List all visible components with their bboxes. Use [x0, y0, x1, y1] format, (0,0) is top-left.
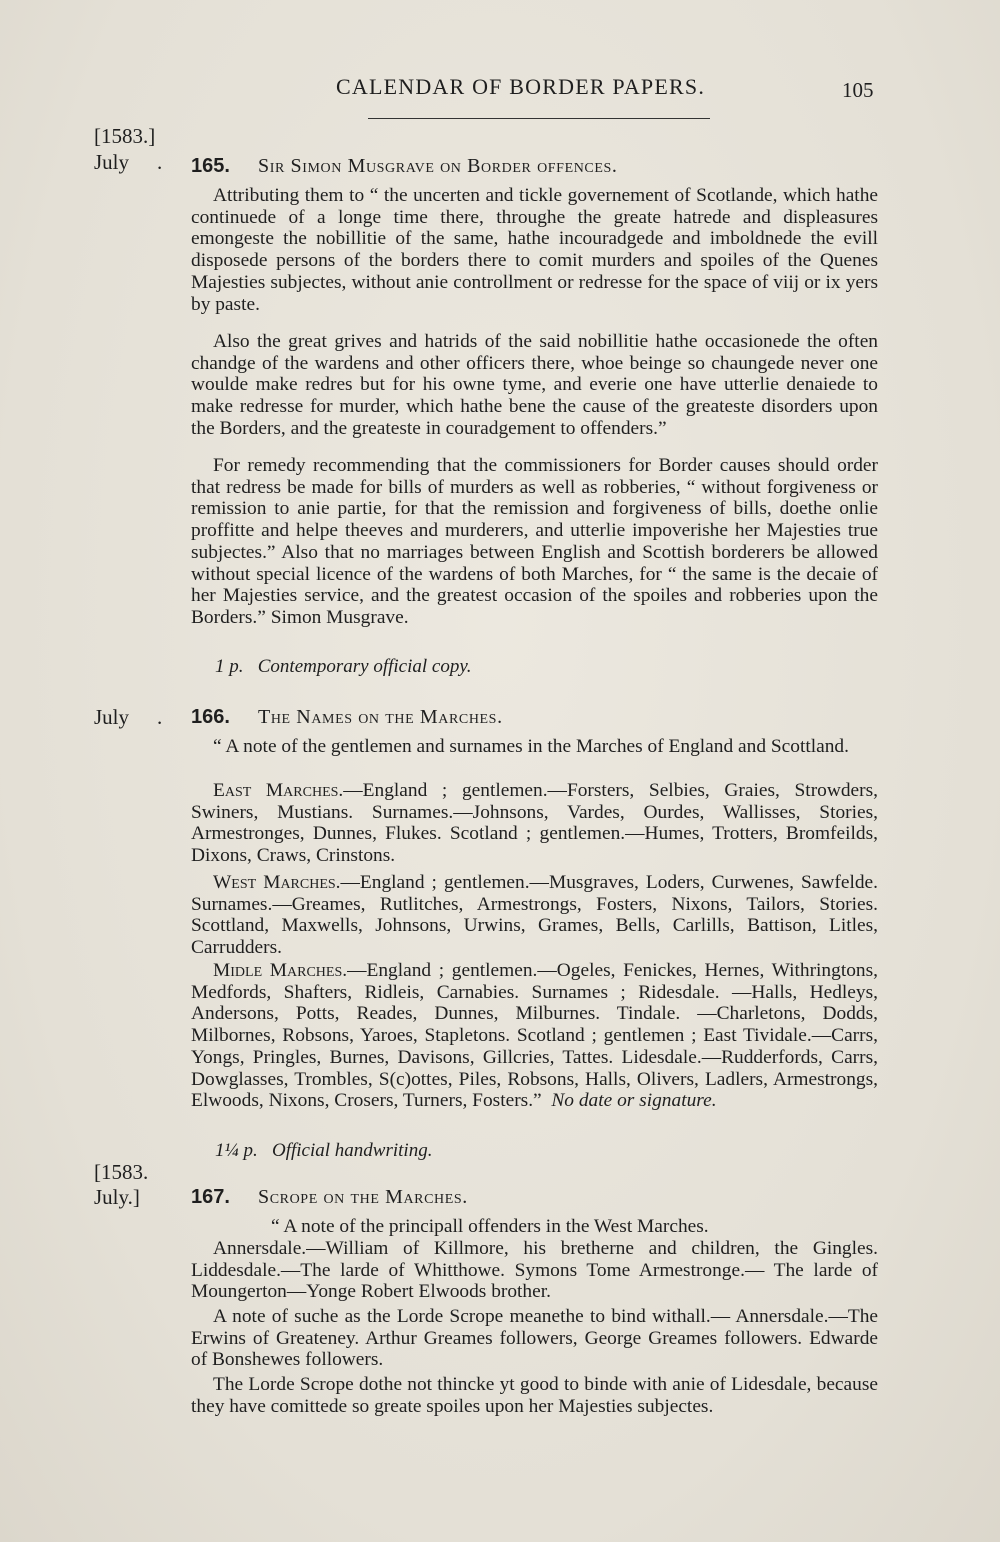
page-number: 105 — [842, 78, 874, 102]
entry-paragraph: A note of suche as the Lorde Scrope meanethe to bind withall.— Annersdale.—The Erwins of Greateney. Arthur Greames followers, George Greames followers. Edwarde of Bonshewes followers. — [191, 1306, 878, 1371]
entry-paragraph: Also the great grives and hatrids of the said nobillitie hathe occasionede the often chandge of the wardens and other officers there, whoe beinge so chaungede never one woulde make redres but for his owne tyme, and everie one have utterlie denaiede to make redresse for murder, which hathe bene the cause of the greateste disorders upon the Borders, and the greateste in couradgement to offenders.” — [191, 331, 878, 439]
size-note — [215, 1140, 432, 1162]
entry-paragraph: The Lorde Scrope dothe not thincke yt good to binde with anie of Lidesdale, because they have comittede so greate spoiles upon her Majesties subjectes. — [191, 1374, 878, 1417]
entry-section — [191, 780, 878, 867]
section-heading: East Marches. — [213, 780, 344, 801]
entry-title: Sir Simon Musgrave on Border offences. — [258, 155, 618, 177]
margin-dot: . — [157, 705, 163, 729]
page-count: 1¼ p. — [215, 1140, 258, 1161]
section-text: —England ; gentlemen.—Musgraves, Loders, Curwenes, Sawfelde. Surnames.—Greames, Rutlitches, Armestrongs, Fosters, Nixons, Tailors, Stories. Scottland, Maxwells, Johnsons, Urwins, Grames, Bells, Carlills, Battison, Litles, Carrudders. — [191, 872, 878, 959]
entry-paragraph: Attributing them to “ the uncerten and tickle governement of Scotlande, which hathe continuede of a longe time there, throughe the greate hatrede and displeasures emongeste the nobillitie of the same, hathe incouradgede and imboldnede the evill disposede persons of the borders there to comit murders and spoiles of the Quenes Majesties subjectes, without anie controllment or redresse for the space of viij or ix yers by paste. — [191, 185, 878, 315]
margin-year: [1583. — [94, 1160, 149, 1184]
entry-section — [191, 960, 878, 1112]
entry-title: Scrope on the Marches. — [258, 1186, 468, 1208]
section-text: —England ; gentlemen.—Forsters, Selbies, Graies, Strowders, Swiners, Mustians. Surnames.—Johnsons, Vardes, Ourdes, Wallisses, Stories, Armestronges, Dunnes, Flukes. Scotland ; gentlemen.—Humes, Trotters, Bromfeilds, Dixons, Craws, Crinstons. — [191, 780, 878, 867]
entry-paragraph: For remedy recommending that the commissioners for Border causes should order that redress be made for bills of murders as well as robberies, “ without forgiveness or remission to anie partie, for that the remission and forgiveness of bills, doethe onlie proffitte and helpe theeves and murderers, and utterlie impoverishe her Majesties true subjectes.” Also that no marriages between English and Scottish borderers be allowed without special licence of the wardens of both Marches, for “ the same is the decaie of her Majesties service, and the greatest occasion of the spoiles and robberies upon the Borders.” Simon Musgrave. — [191, 455, 878, 628]
section-heading: West Marches. — [213, 872, 341, 893]
size-note — [215, 656, 471, 678]
entry-intro: “ A note of the principall offenders in the West Marches. — [271, 1216, 709, 1237]
running-head: CALENDAR OF BORDER PAPERS. — [336, 74, 706, 99]
page-count: 1 p. — [215, 656, 244, 677]
entry-paragraph: Annersdale.—William of Killmore, his bretherne and children, the Gingles. Liddesdale.—The larde of Whitthowe. Symons Tome Armestronge.— The larde of Moungerton—Yonge Robert Elwoods brother. — [191, 1238, 878, 1303]
margin-dot: . — [157, 150, 163, 174]
margin-date: July — [94, 150, 130, 174]
entry-intro: “ A note of the gentlemen and surnames in the Marches of England and Scottland. — [213, 736, 849, 757]
margin-year: [1583.] — [94, 124, 156, 148]
margin-date: July — [94, 705, 130, 729]
entry-number: 165. — [191, 155, 230, 177]
section-text: —England ; gentlemen.—Ogeles, Fenickes, Hernes, Withringtons, Medfords, Shafters, Ridleis, Carnabies. Surnames ; Ridesdale. —Halls, Hedleys, Andersons, Potts, Reades, Dunnes, Milburnes. Tindale. —Charletons, Dodds, Milbornes, Robsons, Yaroes, Stapletons. Scotland ; gentlemen ; East Tividale.—Carrs, Yongs, Pringles, Burnes, Davisons, Gillcries, Tattes. Lidesdale.—Rudderfords, Carrs, Dowglasses, Trombles, S(c)ottes, Piles, Robsons, Halls, Olivers, Ladlers, Armestrongs, Elwoods, Nixons, Crosers, Turners, Fosters.” — [191, 960, 878, 1112]
margin-date: July.] — [94, 1185, 140, 1209]
no-date-note: No date or signature. — [551, 1090, 717, 1112]
header-rule — [368, 118, 710, 119]
entry-section — [191, 872, 878, 959]
entry-number: 166. — [191, 706, 230, 728]
entry-number: 167. — [191, 1186, 230, 1208]
copy-note: Contemporary official copy. — [257, 656, 472, 677]
handwriting-note: Official handwriting. — [272, 1140, 433, 1161]
entry-title: The Names on the Marches. — [258, 706, 503, 728]
section-heading: Midle Marches. — [213, 960, 348, 981]
